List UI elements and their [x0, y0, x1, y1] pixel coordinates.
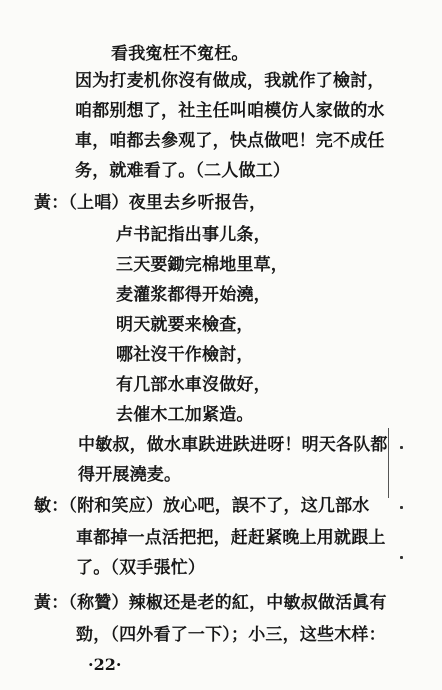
verse-line-7: 去催木工加紧造。: [116, 405, 254, 425]
margin-dot: [400, 446, 403, 449]
text-line-17: 車都掉一点活把把，赶赶紧晚上用就跟上: [76, 528, 386, 548]
verse-line-6: 有几部水車沒做好，: [116, 375, 271, 395]
verse-line-1: 卢书記指出事儿条，: [116, 225, 271, 245]
text-line-2: 因为打麦机你沒有做成，我就作了檢討，: [75, 71, 385, 91]
margin-binding-mark: [388, 428, 389, 498]
text-line-1: 看我寃枉不寃枉。: [111, 44, 249, 64]
text-line-14: 中敏叔，做水車趺进趺进呀！明天各队都: [78, 435, 388, 455]
text-line-15: 得开展澆麦。: [78, 465, 182, 485]
verse-line-2: 三天要鋤完棉地里草，: [116, 255, 288, 275]
margin-dot: [400, 556, 403, 559]
verse-line-5: 哪社沒干作檢討，: [116, 345, 254, 365]
page-number: ·22·: [88, 655, 122, 674]
text-line-5: 务，就难看了。（二人做工）: [75, 161, 291, 181]
speaker-huang-line-1: 黃：（上唱）夜里去乡听报告，: [34, 193, 267, 213]
text-line-3: 咱都别想了，社主任叫咱模仿人家做的水: [75, 101, 385, 121]
text-line-20: 勁，（四外看了一下）；小三，这些木样：: [76, 625, 386, 645]
text-line-18: 了。（双手張忙）: [76, 558, 206, 578]
verse-line-4: 明天就要来檢查，: [116, 315, 254, 335]
margin-dot: [400, 506, 403, 509]
speaker-min-line-1: 敏：（附和笑应）放心吧，誤不了，这几部水: [34, 496, 370, 516]
verse-line-3: 麦灌浆都得开始澆，: [116, 285, 271, 305]
text-line-4: 車，咱都去參观了，快点做吧！完不成任: [75, 131, 385, 151]
speaker-huang-line-2: 黃：（称贊）辣椒还是老的紅，中敏叔做活眞有: [34, 593, 387, 613]
